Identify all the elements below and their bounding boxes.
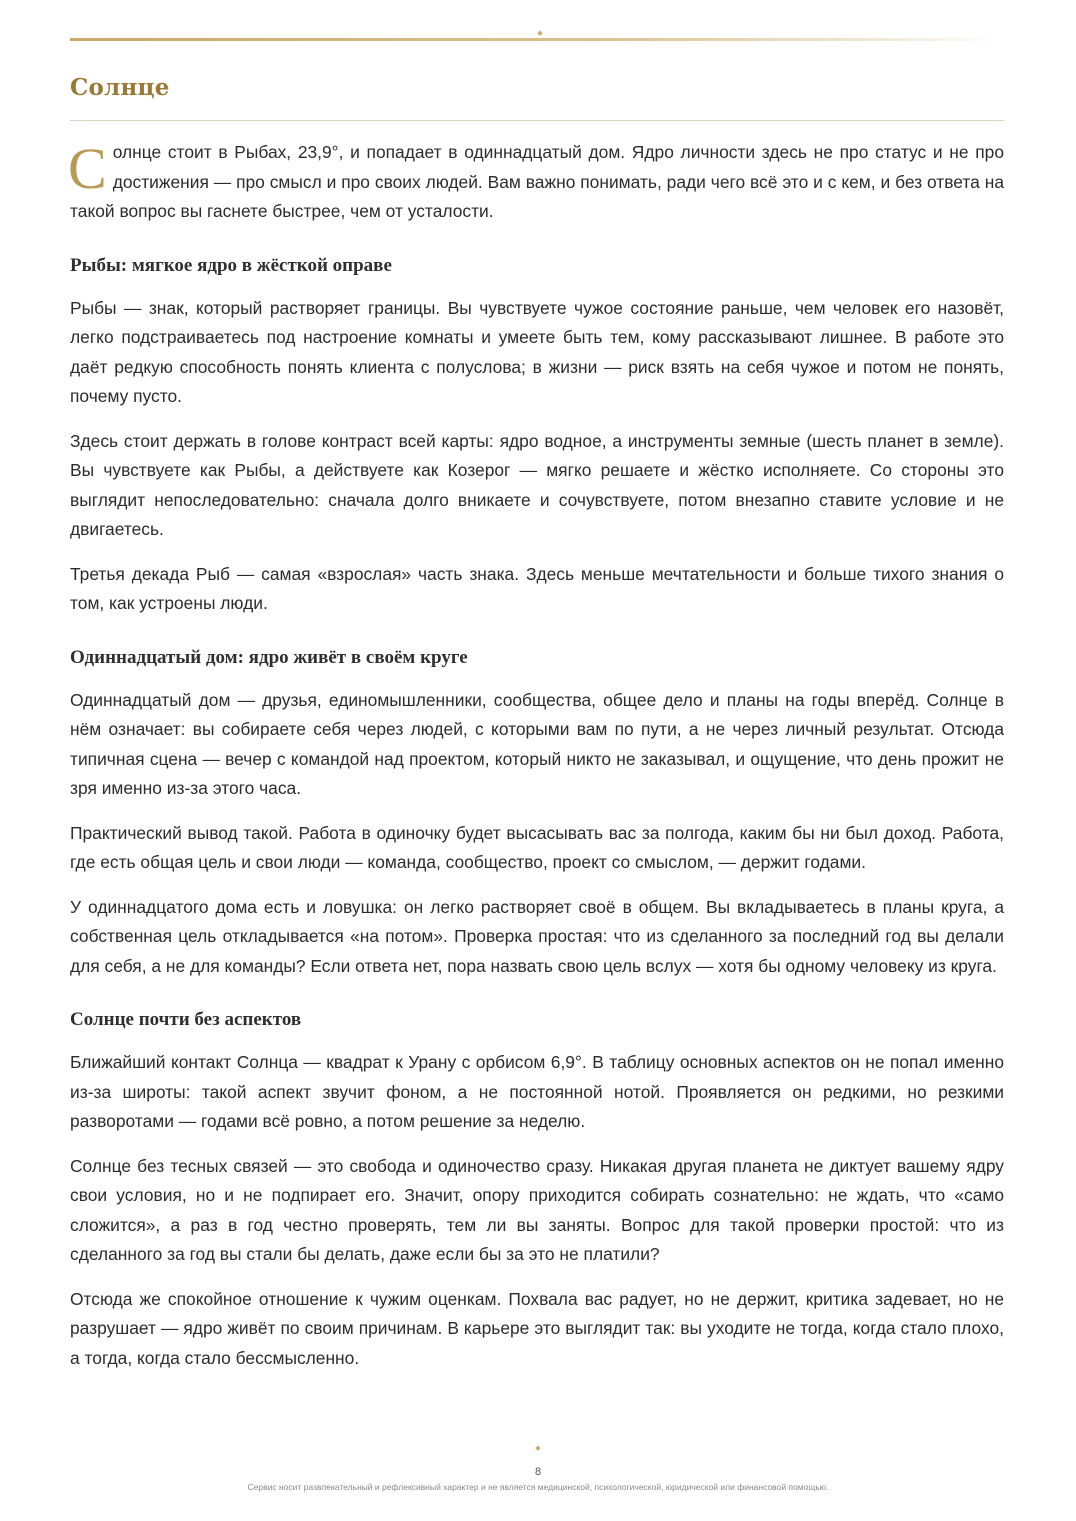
paragraph: Ближайший контакт Солнца — квадрат к Урану с орбисом 6,9°. В таблицу основных аспектов он не попал именно из-за широты: такой аспект звучит фоном, а не постоянной нотой. Проявляется он редкими, но резкими разворотами — годами всё ровно, а потом решение за неделю. (70, 1052, 1004, 1131)
section-heading: Солнце почти без аспектов (70, 1009, 302, 1030)
paragraph: Рыбы — знак, который растворяет границы. Вы чувствуете чужое состояние раньше, чем человек его назовёт, легко подстраиваетесь под настроение комнаты и умеете быть тем, кому рассказывают лишнее. В работе это даёт редкую способность понять клиента с полуслова; в жизни — риск взять на себя чужое и потом не понять, почему пусто. (70, 297, 1004, 406)
section-eleventh-house (70, 646, 1004, 982)
bottom-diamond-ornament: ◆ (535, 1445, 541, 1452)
paragraph: У одиннадцатого дома есть и ловушка: он легко растворяет своё в общем. Вы вкладываетесь в планы круга, а собственная цель откладывается «на потом». Проверка простая: что из сделанного за последний год вы делали для себя, а не для команды? Если ответа нет, пора назвать свою цель вслух — хотя бы одному человеку из круга. (70, 896, 1004, 976)
page-title: Солнце (70, 74, 170, 101)
section-aspects (70, 1008, 1004, 1373)
section-heading: Одиннадцатый дом: ядро живёт в своём круге (70, 646, 468, 668)
lead-paragraph (70, 138, 1004, 227)
paragraph: Солнце без тесных связей — это свобода и одиночество сразу. Никакая другая планета не диктует вашему ядру свои условия, но и не подпирает его. Значит, опору приходится собирать сознательно: не ждать, что «само сложится», а раз в год честно проверять, тем ли вы заняты. Вопрос для такой проверки простой: что из сделанного за год вы стали бы делать, даже если бы за это не платили? (70, 1155, 1004, 1264)
paragraph: Практический вывод такой. Работа в одиночку будет высасывать вас за полгода, каким бы ни был доход. Работа, где есть общая цель и свои люди — команда, сообщество, проект со смыслом, — держит годами. (70, 822, 1004, 872)
paragraph: Одиннадцатый дом — друзья, единомышленники, сообщества, общее дело и планы на годы вперёд. Солнце в нём означает: вы собираете себя через людей, с которыми вам по пути, а не через личный результат. Отсюда типичная сцена — вечер с командой над проектом, который никто не заказывал, и ощущение, что день прожит не зря именно из-за этого часа. (70, 689, 1004, 798)
dropcap: С (68, 136, 107, 201)
section-pisces (70, 254, 1004, 619)
title-divider (70, 120, 1004, 121)
page-number: 8 (534, 1466, 542, 1478)
content (70, 138, 1004, 1388)
paragraph: Здесь стоит держать в голове контраст всей карты: ядро водное, а инструменты земные (шесть планет в земле). Вы чувствуете как Рыбы, а действуете как Козерог — мягко решаете и жёстко исполняете. Со стороны это выглядит непоследовательно: сначала долго вникаете и сочувствуете, потом внезапно ставите условие и не двигаетесь. (70, 430, 1004, 539)
paragraph: Отсюда же спокойное отношение к чужим оценкам. Похвала вас радует, но не держит, критика задевает, но не разрушает — ядро живёт по своим причинам. В карьере это выглядит так: вы уходите не тогда, когда стало плохо, а тогда, когда стало бессмысленно. (70, 1288, 1004, 1368)
footer-disclaimer: Сервис носит развлекательный и рефлексивный характер и не является медицинской, психологической, юридической или финансовой помощью. (247, 1482, 829, 1492)
paragraph: Третья декада Рыб — самая «взрослая» часть знака. Здесь меньше мечтательности и больше тихого знания о том, как устроены люди. (70, 563, 1004, 613)
lead-text: олнце стоит в Рыбах, 23,9°, и попадает в одиннадцатый дом. Ядро личности здесь не про статус и не про достижения — про смысл и про своих людей. Вам важно понимать, ради чего всё это и с кем, и без ответа на такой вопрос вы гаснете быстрее, чем от усталости. (70, 142, 1004, 221)
top-diamond-ornament: ◆ (537, 30, 543, 37)
section-heading: Рыбы: мягкое ядро в жёсткой оправе (70, 254, 392, 276)
